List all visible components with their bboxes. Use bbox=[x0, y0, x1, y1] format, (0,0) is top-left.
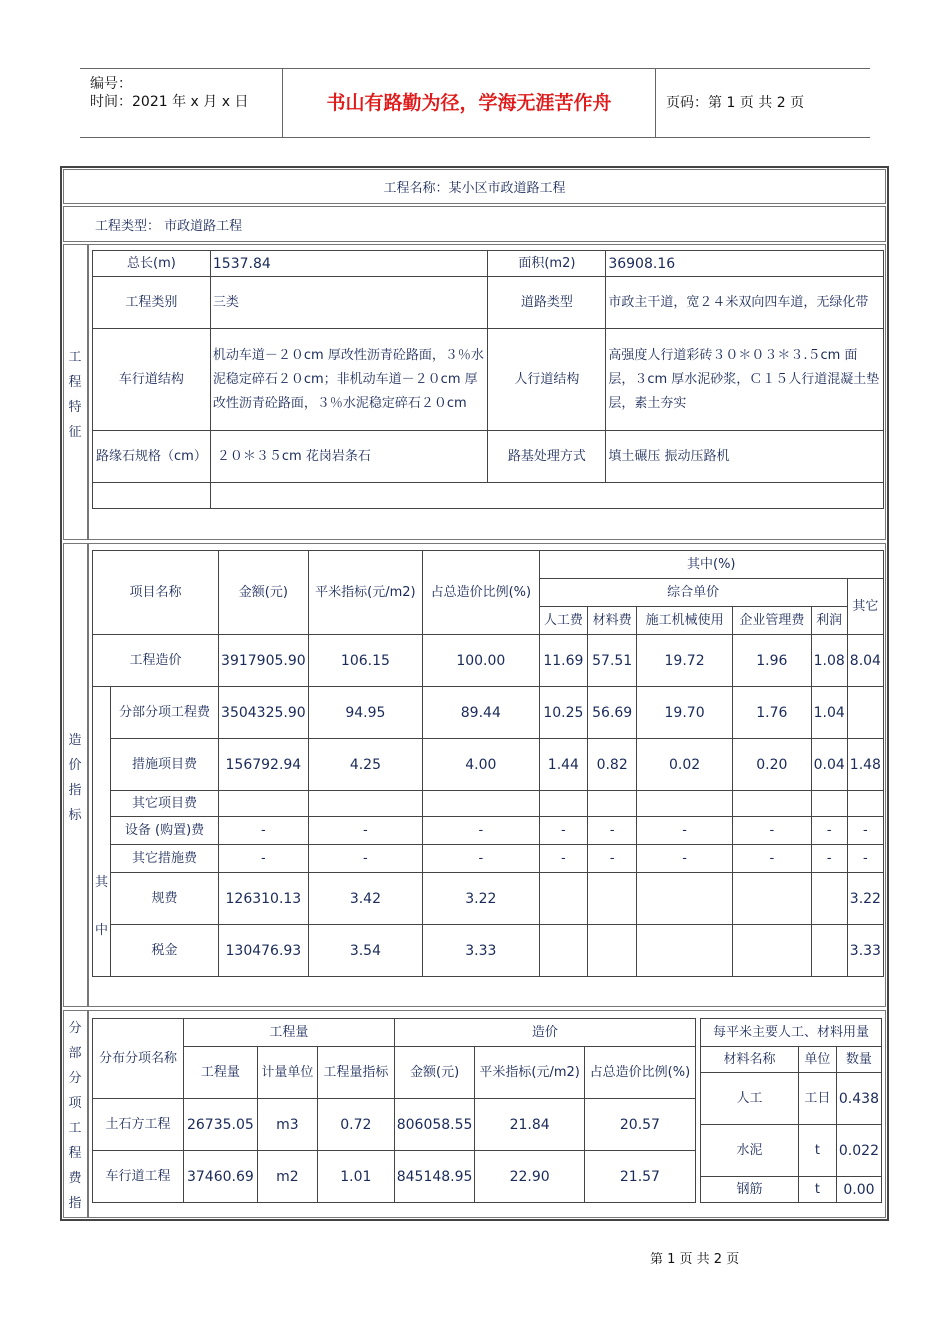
total-length-value: 1537.84 bbox=[210, 251, 488, 277]
table-row bbox=[93, 1151, 696, 1203]
row-sqm: 3.54 bbox=[308, 925, 422, 977]
row-sqm: - bbox=[308, 845, 422, 873]
row-sqm: 3.42 bbox=[308, 873, 422, 925]
category-label: 工程类别 bbox=[93, 277, 211, 329]
sub-row-unit: m2 bbox=[257, 1151, 317, 1203]
row-machine: 19.72 bbox=[637, 635, 733, 687]
material-col-name: 材料名称 bbox=[701, 1047, 799, 1073]
material-qty: 0.00 bbox=[836, 1177, 881, 1203]
project-type: 工程类型： 市政道路工程 bbox=[95, 218, 243, 234]
row-profit: 1.08 bbox=[811, 635, 847, 687]
row-name: 其它措施费 bbox=[111, 845, 219, 873]
table-row bbox=[93, 1099, 696, 1151]
col-unit-price: 综合单价 bbox=[539, 579, 847, 607]
sub-row-qty: 26735.05 bbox=[183, 1099, 257, 1151]
empty-cell bbox=[210, 483, 883, 509]
material-table bbox=[700, 1018, 882, 1203]
material-name: 水泥 bbox=[701, 1125, 799, 1177]
material-qty: 0.022 bbox=[836, 1125, 881, 1177]
row-mgmt bbox=[733, 925, 812, 977]
cost-table bbox=[92, 550, 884, 977]
row-amount: - bbox=[219, 817, 309, 845]
col-machine: 施工机械使用 bbox=[637, 607, 733, 635]
material-name: 人工 bbox=[701, 1073, 799, 1125]
row-labor bbox=[539, 873, 588, 925]
table-row bbox=[93, 687, 884, 739]
lane-structure-value: 机动车道－２０cm 厚改性沥青砼路面，３％水泥稳定碎石２０cm；非机动车道－２０cm 厚改性沥青砼路面，３％水泥稳定碎石２０cm bbox=[210, 329, 488, 431]
row-labor: 11.69 bbox=[539, 635, 588, 687]
sub-row-pct: 21.57 bbox=[584, 1151, 695, 1203]
sub-row-amount: 845148.95 bbox=[394, 1151, 475, 1203]
material-col-unit: 单位 bbox=[798, 1047, 836, 1073]
row-mgmt: - bbox=[733, 845, 812, 873]
row-other bbox=[847, 687, 883, 739]
table-row bbox=[93, 635, 884, 687]
row-name: 税金 bbox=[111, 925, 219, 977]
sub-col-qty-index: 工程量指标 bbox=[317, 1047, 394, 1099]
area-label: 面积(m2) bbox=[488, 251, 606, 277]
row-profit bbox=[811, 791, 847, 817]
row-sqm: - bbox=[308, 817, 422, 845]
row-mgmt bbox=[733, 873, 812, 925]
sub-col-cost-group: 造价 bbox=[394, 1019, 695, 1047]
material-unit: 工日 bbox=[798, 1073, 836, 1125]
of-which-label: 其 中 bbox=[93, 687, 111, 977]
table-row bbox=[93, 739, 884, 791]
col-labor: 人工费 bbox=[539, 607, 588, 635]
row-labor: - bbox=[539, 845, 588, 873]
motto: 书山有路勤为径，学海无涯苦作舟 bbox=[283, 69, 656, 137]
features-side-label: 工 程 特 征 bbox=[68, 350, 82, 440]
row-pct bbox=[423, 791, 539, 817]
row-pct: - bbox=[423, 845, 539, 873]
sub-row-name: 土石方工程 bbox=[93, 1099, 184, 1151]
row-name: 工程造价 bbox=[93, 635, 219, 687]
page-label: 页码：第 1 页 共 2 页 bbox=[666, 95, 805, 111]
row-pct: 4.00 bbox=[423, 739, 539, 791]
row-material: 0.82 bbox=[588, 739, 637, 791]
sub-col-qty: 工程量 bbox=[183, 1047, 257, 1099]
row-amount: - bbox=[219, 845, 309, 873]
row-machine: 0.02 bbox=[637, 739, 733, 791]
subgrade-label: 路基处理方式 bbox=[488, 431, 606, 483]
row-other: 8.04 bbox=[847, 635, 883, 687]
material-qty: 0.438 bbox=[836, 1073, 881, 1125]
table-row bbox=[93, 925, 884, 977]
sub-col-pct: 占总造价比例(%) bbox=[584, 1047, 695, 1099]
row-profit bbox=[811, 873, 847, 925]
row-other bbox=[847, 791, 883, 817]
row-sqm: 4.25 bbox=[308, 739, 422, 791]
row-amount: 156792.94 bbox=[219, 739, 309, 791]
road-type-value: 市政主干道，宽２４米双向四车道，无绿化带 bbox=[606, 277, 884, 329]
row-sqm bbox=[308, 791, 422, 817]
row-amount bbox=[219, 791, 309, 817]
row-material: 56.69 bbox=[588, 687, 637, 739]
col-pct: 占总造价比例(%) bbox=[423, 551, 539, 635]
sidewalk-structure-label: 人行道结构 bbox=[488, 329, 606, 431]
row-name: 措施项目费 bbox=[111, 739, 219, 791]
row-material: - bbox=[588, 845, 637, 873]
col-material: 材料费 bbox=[588, 607, 637, 635]
row-labor bbox=[539, 925, 588, 977]
sub-side-label: 分 部 分 项 工 程 费 指 bbox=[68, 1021, 82, 1211]
material-name: 钢筋 bbox=[701, 1177, 799, 1203]
row-other: 1.48 bbox=[847, 739, 883, 791]
material-unit: t bbox=[798, 1177, 836, 1203]
col-name: 项目名称 bbox=[93, 551, 219, 635]
row-material bbox=[588, 791, 637, 817]
sub-row-unit: m3 bbox=[257, 1099, 317, 1151]
sub-row-qty-index: 1.01 bbox=[317, 1151, 394, 1203]
row-pct: 100.00 bbox=[423, 635, 539, 687]
sub-col-quantity-group: 工程量 bbox=[183, 1019, 394, 1047]
row-machine: 19.70 bbox=[637, 687, 733, 739]
serial-label: 编号： bbox=[90, 76, 132, 92]
row-name: 规费 bbox=[111, 873, 219, 925]
sub-row-sqm: 22.90 bbox=[475, 1151, 584, 1203]
features-table bbox=[92, 250, 884, 509]
road-type-label: 道路类型 bbox=[488, 277, 606, 329]
sub-row-qty-index: 0.72 bbox=[317, 1099, 394, 1151]
col-sqm: 平米指标(元/m2) bbox=[308, 551, 422, 635]
list-item bbox=[701, 1177, 882, 1203]
row-name: 设备 (购置)费 bbox=[111, 817, 219, 845]
subgrade-value: 填土碾压 振动压路机 bbox=[606, 431, 884, 483]
row-amount: 3917905.90 bbox=[219, 635, 309, 687]
row-labor: 10.25 bbox=[539, 687, 588, 739]
row-other: - bbox=[847, 817, 883, 845]
sub-row-amount: 806058.55 bbox=[394, 1099, 475, 1151]
material-col-qty: 数量 bbox=[836, 1047, 881, 1073]
row-machine bbox=[637, 791, 733, 817]
row-other: - bbox=[847, 845, 883, 873]
row-name: 分部分项工程费 bbox=[111, 687, 219, 739]
row-pct: 3.33 bbox=[423, 925, 539, 977]
table-row bbox=[93, 791, 884, 817]
table-row bbox=[93, 817, 884, 845]
row-mgmt: 1.76 bbox=[733, 687, 812, 739]
row-machine bbox=[637, 873, 733, 925]
row-pct: - bbox=[423, 817, 539, 845]
sub-row-sqm: 21.84 bbox=[475, 1099, 584, 1151]
col-amount: 金额(元) bbox=[219, 551, 309, 635]
page-header bbox=[80, 68, 870, 138]
empty-cell bbox=[93, 483, 211, 509]
col-mgmt: 企业管理费 bbox=[733, 607, 812, 635]
row-pct: 3.22 bbox=[423, 873, 539, 925]
sub-col-name: 分布分项名称 bbox=[93, 1019, 184, 1099]
col-other: 其它 bbox=[847, 579, 883, 635]
row-profit bbox=[811, 925, 847, 977]
material-unit: t bbox=[798, 1125, 836, 1177]
row-amount: 126310.13 bbox=[219, 873, 309, 925]
sub-col-sqm: 平米指标(元/m2) bbox=[475, 1047, 584, 1099]
sub-row-qty: 37460.69 bbox=[183, 1151, 257, 1203]
sub-row-name: 车行道工程 bbox=[93, 1151, 184, 1203]
row-mgmt: - bbox=[733, 817, 812, 845]
row-pct: 89.44 bbox=[423, 687, 539, 739]
row-sqm: 106.15 bbox=[308, 635, 422, 687]
row-sqm: 94.95 bbox=[308, 687, 422, 739]
row-mgmt: 1.96 bbox=[733, 635, 812, 687]
row-amount: 3504325.90 bbox=[219, 687, 309, 739]
row-mgmt: 0.20 bbox=[733, 739, 812, 791]
material-title: 每平米主要人工、材料用量 bbox=[701, 1019, 882, 1047]
row-profit: 1.04 bbox=[811, 687, 847, 739]
row-machine: - bbox=[637, 845, 733, 873]
area-value: 36908.16 bbox=[606, 251, 884, 277]
row-other: 3.33 bbox=[847, 925, 883, 977]
curb-label: 路缘石规格（cm） bbox=[93, 431, 211, 483]
table-row bbox=[93, 845, 884, 873]
row-material: 57.51 bbox=[588, 635, 637, 687]
col-of-which: 其中(%) bbox=[539, 551, 884, 579]
row-labor: 1.44 bbox=[539, 739, 588, 791]
curb-value: ２０＊３５cm 花岗岩条石 bbox=[210, 431, 488, 483]
row-amount: 130476.93 bbox=[219, 925, 309, 977]
lane-structure-label: 车行道结构 bbox=[93, 329, 211, 431]
row-machine bbox=[637, 925, 733, 977]
page-footer: 第 1 页 共 2 页 bbox=[650, 1252, 740, 1267]
sidewalk-structure-value: 高强度人行道彩砖３０＊０３＊３.５cm 面层，３cm 厚水泥砂浆，Ｃ１５人行道混凝土垫层，素土夯实 bbox=[606, 329, 884, 431]
row-labor bbox=[539, 791, 588, 817]
project-name: 工程名称：某小区市政道路工程 bbox=[383, 181, 566, 196]
total-length-label: 总长(m) bbox=[93, 251, 211, 277]
table-row bbox=[93, 873, 884, 925]
row-profit: - bbox=[811, 817, 847, 845]
row-material: - bbox=[588, 817, 637, 845]
row-other: 3.22 bbox=[847, 873, 883, 925]
row-profit: 0.04 bbox=[811, 739, 847, 791]
row-labor: - bbox=[539, 817, 588, 845]
list-item bbox=[701, 1073, 882, 1125]
cost-side-label: 造 价 指 标 bbox=[68, 733, 82, 823]
row-machine: - bbox=[637, 817, 733, 845]
col-profit: 利润 bbox=[811, 607, 847, 635]
row-material bbox=[588, 873, 637, 925]
sub-table bbox=[92, 1018, 696, 1203]
time-label: 时间：2021 年 x 月 x 日 bbox=[90, 94, 249, 110]
row-material bbox=[588, 925, 637, 977]
header-meta bbox=[80, 69, 283, 137]
row-profit: - bbox=[811, 845, 847, 873]
sub-col-amount: 金额(元) bbox=[394, 1047, 475, 1099]
row-name: 其它项目费 bbox=[111, 791, 219, 817]
row-mgmt bbox=[733, 791, 812, 817]
list-item bbox=[701, 1125, 882, 1177]
category-value: 三类 bbox=[210, 277, 488, 329]
sub-col-unit: 计量单位 bbox=[257, 1047, 317, 1099]
sub-row-pct: 20.57 bbox=[584, 1099, 695, 1151]
